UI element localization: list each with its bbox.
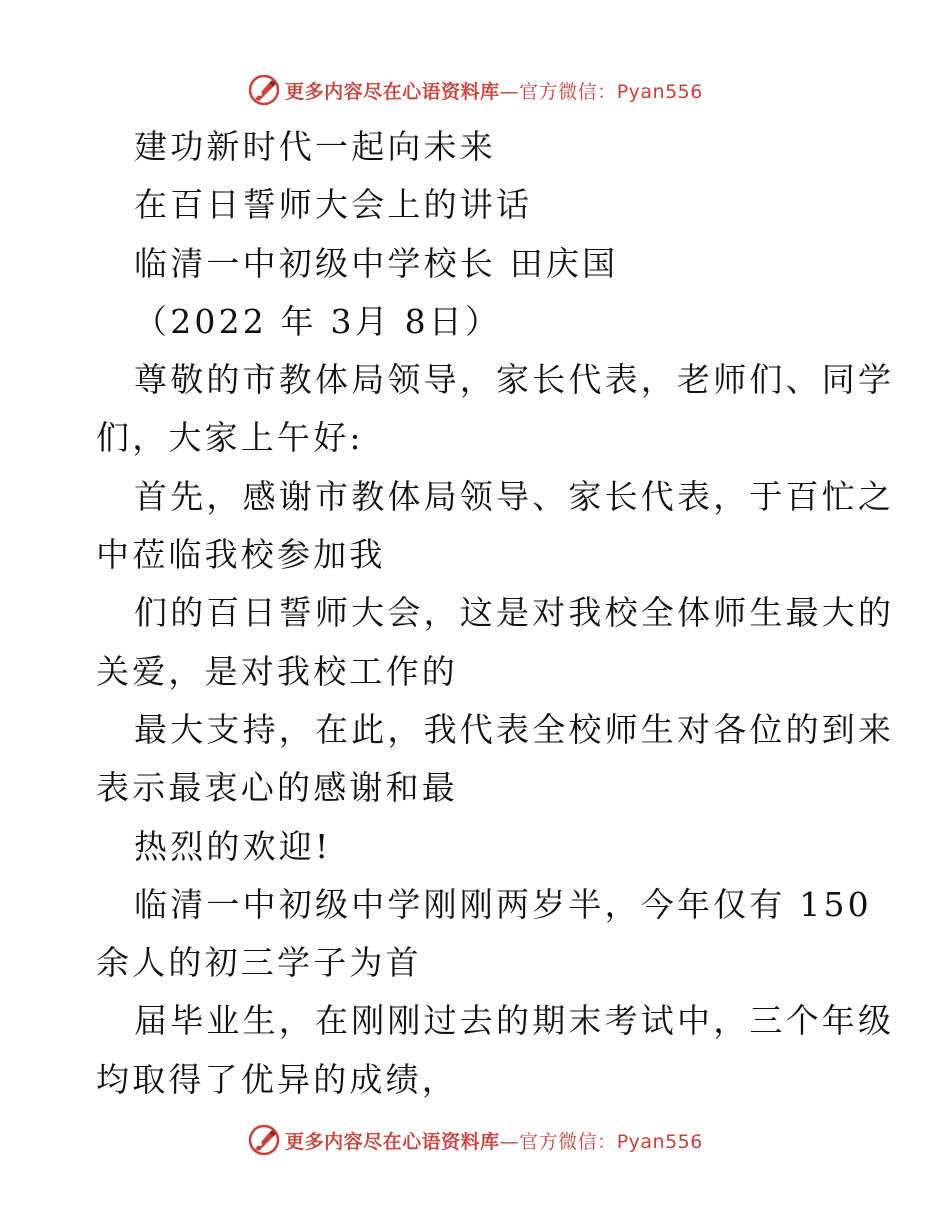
doc-line: 最大支持，在此，我代表全校师生对各位的到来 xyxy=(134,709,895,749)
doc-line: 届毕业生，在刚刚过去的期末考试中，三个年级 xyxy=(134,1001,895,1041)
doc-line: 均取得了优异的成绩， xyxy=(96,1059,458,1099)
doc-line: 表示最衷心的感谢和最 xyxy=(96,768,458,808)
watermark-text: 更多内容尽在心语资料库—官方微信：Pyan556 xyxy=(285,1130,703,1153)
doc-line: 尊敬的市教体局领导，家长代表，老师们、同学 xyxy=(134,360,895,400)
doc-subtitle: 在百日誓师大会上的讲话 xyxy=(134,185,533,225)
footer-watermark xyxy=(0,1120,950,1160)
doc-line: 关爱，是对我校工作的 xyxy=(96,651,458,691)
document-body xyxy=(96,118,895,1109)
doc-line: 首先，感谢市教体局领导、家长代表，于百忙之 xyxy=(134,476,895,516)
doc-title: 建功新时代一起向未来 xyxy=(134,127,496,166)
doc-line: 余人的初三学子为首 xyxy=(96,943,422,983)
pen-logo-icon xyxy=(247,1123,281,1157)
header-watermark xyxy=(0,70,950,110)
doc-line: 们，大家上午好: xyxy=(96,418,364,458)
doc-line: 临清一中初级中学刚刚两岁半，今年仅有 150 xyxy=(134,884,872,924)
doc-line: 们的百日誓师大会，这是对我校全体师生最大的 xyxy=(134,593,895,633)
doc-author: 临清一中初级中学校长 田庆国 xyxy=(134,243,619,283)
doc-date: （2022 年 3月 8日） xyxy=(134,301,502,341)
doc-line: 热烈的欢迎! xyxy=(134,826,332,866)
watermark-text: 更多内容尽在心语资料库—官方微信：Pyan556 xyxy=(285,80,703,103)
pen-logo-icon xyxy=(247,73,281,107)
doc-line: 中莅临我校参加我 xyxy=(96,535,386,575)
